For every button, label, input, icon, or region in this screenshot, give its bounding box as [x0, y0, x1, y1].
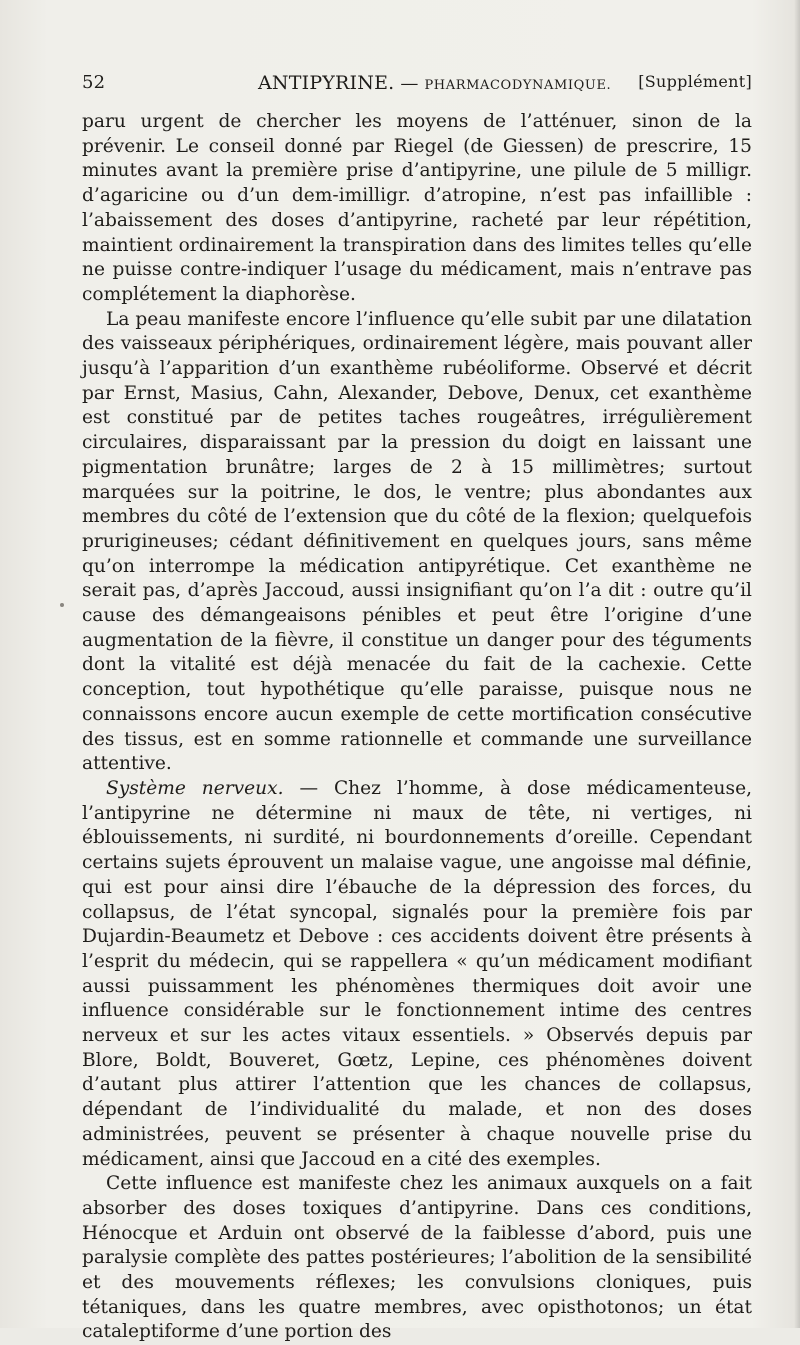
running-title-dash: — [394, 73, 425, 94]
paper-speck [60, 603, 64, 607]
paragraph-continuation: paru urgent de chercher les moyens de l’atténuer, sinon de la prévenir. Le conseil donné par Riegel (de Giessen) de prescrire, 15 minutes avant la première prise d’antipyrine, une pilule de 5 milligr. d’agaricine ou d’un dem-imilligr. d’atropine, n’est pas infaillible : l’abaissement des doses d’antipyrine, racheté par leur répétition, maintient ordinairement la transpiration dans des limites telles qu’elle ne puisse contre-indiquer l’usage du médicament, mais n’entrave pas complétement la diaphorèse. [82, 111, 752, 305]
paragraph-skin-exanthem: La peau manifeste encore l’influence qu’elle subit par une dilatation des vaisseaux périphériques, ordinairement légère, mais pouvant aller jusqu’à l’apparition d’un exanthème rubéoliforme. Observé et décrit par Ernst, Masius, Cahn, Alexander, Debove, Denux, cet exanthème est constitué par de petites taches rougeâtres, irrégulièrement circulaires, disparaissant par la pression du doigt en laissant une pigmentation brunâtre; larges de 2 à 15 millimètres; surtout marquées sur la poitrine, le dos, le ventre; plus abondantes aux membres du côté de l’extension que du côté de la flexion; quelquefois prurigineuses; cédant définitivement en quelques jours, sans même qu’on interrompe la médication antipyrétique. Cet exanthème ne serait pas, d’après Jaccoud, aussi insignifiant qu’on l’a dit : outre qu’il cause des démangeaisons pénibles et peut être l’origine d’une augmentation de la fièvre, il constitue un danger pour des téguments dont la vitalité est déjà menacée du fait de la cachexie. Cette conception, tout hypothétique qu’elle paraisse, puisque nous ne connaissons encore aucun exemple de cette mortification consécutive des tissus, est en somme rationnelle et commande une surveillance attentive. [82, 308, 752, 775]
body-text [82, 110, 752, 1345]
section-heading-systeme-nerveux: Système nerveux. [106, 777, 284, 799]
page-number: 52 [82, 72, 106, 93]
page-edge-shadow [794, 0, 800, 1328]
running-title-main: ANTIPYRINE. [258, 72, 395, 94]
paragraph-nervous-system [82, 777, 752, 1172]
running-title [258, 72, 611, 94]
paragraph-nervous-system-text: — Chez l’homme, à dose médicamenteuse, l’antipyrine ne détermine ni maux de tête, ni vertiges, ni éblouissements, ni surdité, ni bourdonnements d’oreille. Cependant certains sujets éprouvent un malaise vague, une angoisse mal définie, qui est pour ainsi dire l’ébauche de la dépression des forces, du collapsus, de l’état syncopal, signalés pour la première fois par Dujardin-Beaumetz et Debove : ces accidents doivent être présents à l’esprit du médecin, qui se rappellera « qu’un médicament modifiant aussi puissamment les phénomènes thermiques doit avoir une influence considérable sur le fonctionnement intime des centres nerveux et sur les actes vitaux essentiels. » Observés depuis par Blore, Boldt, Bouveret, Gœtz, Lepine, ces phénomènes doivent d’autant plus attirer l’attention que les chances de collapsus, dépendant de l’individualité du malade, et non des doses administrées, peuvent se présenter à chaque nouvelle prise du médicament, ainsi que Jaccoud en a cité des exemples. [82, 777, 752, 1170]
paragraph-animal-toxicity: Cette influence est manifeste chez les animaux auxquels on a fait absorber des doses toxiques d’antipyrine. Dans ces conditions, Hénocque et Arduin ont observé de la faiblesse d’abord, puis une paralysie complète des pattes postérieures; l’abolition de la sensibilité et des mouvements réflexes; les convulsions cloniques, puis tétaniques, dans les quatre membres, avec opisthotonos; un état cataleptiforme d’une portion des [82, 1173, 752, 1343]
section-label: [Supplément] [638, 72, 752, 91]
running-header [82, 72, 752, 100]
running-title-sub: PHARMACODYNAMIQUE. [424, 78, 612, 93]
